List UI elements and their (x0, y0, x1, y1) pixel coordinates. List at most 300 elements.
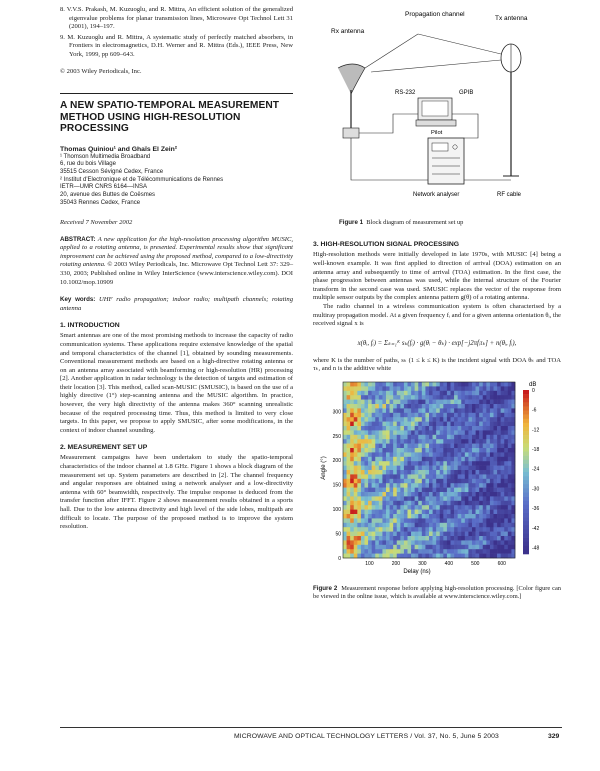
heatmap-cell (486, 457, 490, 462)
heatmap-cell (415, 400, 419, 405)
heatmap-cell (404, 554, 408, 559)
heatmap-cell (418, 457, 422, 462)
heatmap-cell (486, 444, 490, 449)
heatmap-cell (422, 510, 426, 515)
heatmap-cell (382, 488, 386, 493)
page-number: 329 (548, 733, 560, 740)
heatmap-cell (497, 536, 501, 541)
heatmap-cell (504, 540, 508, 545)
heatmap-cell (508, 549, 512, 554)
heatmap-cell (357, 461, 361, 466)
title-rule (60, 93, 293, 94)
heatmap-cell (415, 444, 419, 449)
heatmap-cell (400, 386, 404, 391)
heatmap-cell (365, 532, 369, 537)
heatmap-cell (408, 444, 412, 449)
heatmap-cell (382, 391, 386, 396)
heatmap-cell (400, 404, 404, 409)
heatmap-cell (443, 413, 447, 418)
heatmap-cell (440, 554, 444, 559)
heatmap-cell (490, 488, 494, 493)
heatmap-cell (408, 430, 412, 435)
heatmap-cell (486, 554, 490, 559)
heatmap-cell (490, 532, 494, 537)
heatmap-cell (368, 518, 372, 523)
heatmap-cell (408, 391, 412, 396)
heatmap-cell (483, 439, 487, 444)
heatmap-cell (508, 514, 512, 519)
affiliation-line: 35515 Cesson Sévigné Cedex, France (60, 169, 164, 176)
heatmap-cell (440, 514, 444, 519)
heatmap-cell (468, 461, 472, 466)
heatmap-cell (390, 391, 394, 396)
heatmap-cell (393, 483, 397, 488)
heatmap-cell (458, 457, 462, 462)
heatmap-cell (361, 386, 365, 391)
heatmap-cell (443, 545, 447, 550)
heatmap-cell (476, 501, 480, 506)
heatmap-cell (357, 400, 361, 405)
heatmap-cell (461, 554, 465, 559)
heatmap-cell (418, 386, 422, 391)
heatmap-cell (400, 391, 404, 396)
colorbar-segment (523, 476, 529, 480)
heatmap-cell (368, 452, 372, 457)
heatmap-cell (408, 492, 412, 497)
heatmap-cell (494, 452, 498, 457)
heatmap-cell (465, 400, 469, 405)
heatmap-cell (415, 413, 419, 418)
heatmap-cell (393, 496, 397, 501)
heatmap-cell (504, 457, 508, 462)
heatmap-cell (461, 492, 465, 497)
heatmap-cell (443, 532, 447, 537)
heatmap-cell (483, 395, 487, 400)
heatmap-cell (343, 408, 347, 413)
heatmap-cell (436, 545, 440, 550)
heatmap-cell (454, 518, 458, 523)
heatmap-cell (476, 549, 480, 554)
heatmap-cell (472, 404, 476, 409)
heatmap-cell (504, 400, 508, 405)
heatmap-cell (479, 518, 483, 523)
heatmap-cell (433, 426, 437, 431)
heatmap-cell (429, 540, 433, 545)
heatmap-cell (372, 496, 376, 501)
heatmap-cell (372, 505, 376, 510)
heatmap-cell (433, 461, 437, 466)
heatmap-cell (397, 408, 401, 413)
heatmap-cell (400, 461, 404, 466)
heatmap-cells (343, 382, 515, 558)
heatmap-cell (472, 536, 476, 541)
heatmap-cell (465, 514, 469, 519)
heatmap-cell (418, 404, 422, 409)
heatmap-cell (472, 422, 476, 427)
heatmap-cell (433, 545, 437, 550)
heatmap-cell (354, 496, 358, 501)
heatmap-cell (393, 408, 397, 413)
heatmap-cell (451, 514, 455, 519)
heatmap-cell (490, 514, 494, 519)
heatmap-cell (425, 470, 429, 475)
heatmap-cell (440, 545, 444, 550)
colorbar-tick-label: -12 (532, 427, 540, 434)
colorbar-segment (523, 394, 529, 398)
heatmap-cell (490, 386, 494, 391)
heatmap-cell (397, 501, 401, 506)
heatmap-cell (343, 492, 347, 497)
heatmap-cell (418, 549, 422, 554)
heatmap-cell (479, 444, 483, 449)
heatmap-cell (479, 382, 483, 387)
heatmap-cell (501, 518, 505, 523)
heatmap-cell (451, 426, 455, 431)
heatmap-cell (451, 474, 455, 479)
heatmap-cell (357, 496, 361, 501)
heatmap-cell (379, 483, 383, 488)
heatmap-cell (368, 457, 372, 462)
heatmap-cell (357, 404, 361, 409)
heatmap-cell (343, 518, 347, 523)
heatmap-cell (375, 466, 379, 471)
heatmap-cell (354, 422, 358, 427)
heatmap-cell (425, 496, 429, 501)
heatmap-cell (404, 461, 408, 466)
heatmap-cell (408, 554, 412, 559)
heatmap-cell (497, 382, 501, 387)
heatmap-cell (472, 382, 476, 387)
heatmap-cell (347, 532, 351, 537)
heatmap-cell (508, 479, 512, 484)
heatmap-cell (497, 400, 501, 405)
heatmap-cell (468, 549, 472, 554)
heatmap-cell (347, 501, 351, 506)
heatmap-cell (372, 523, 376, 528)
heatmap-cell (404, 466, 408, 471)
heatmap-cell (382, 479, 386, 484)
heatmap-cell (379, 545, 383, 550)
heatmap-cell (354, 510, 358, 515)
heatmap-cell (418, 448, 422, 453)
heatmap-cell (404, 400, 408, 405)
heatmap-cell (408, 400, 412, 405)
heatmap-cell (372, 510, 376, 515)
heatmap-cell (468, 466, 472, 471)
heatmap-cell (393, 474, 397, 479)
heatmap-cell (350, 426, 354, 431)
heatmap-cell (465, 470, 469, 475)
heatmap-cell (472, 549, 476, 554)
heatmap-cell (382, 470, 386, 475)
figure-2-label: Figure 2 (313, 584, 338, 592)
heatmap-cell (490, 483, 494, 488)
affiliation-line: ² Institut d'Electronique et de Télécommunications de Rennes (60, 176, 224, 183)
heatmap-cell (368, 448, 372, 453)
colorbar-segment (523, 460, 529, 464)
heatmap-cell (354, 413, 358, 418)
heatmap-cell (390, 395, 394, 400)
heatmap-cell (454, 395, 458, 400)
x-tick-label: 200 (391, 560, 401, 567)
heatmap-cell (468, 483, 472, 488)
heatmap-cell (418, 545, 422, 550)
heatmap-cell (494, 461, 498, 466)
heatmap-cell (454, 439, 458, 444)
heatmap-cell (436, 417, 440, 422)
heatmap-cell (429, 404, 433, 409)
heatmap-cell (379, 532, 383, 537)
heatmap-cell (408, 422, 412, 427)
heatmap-cell (365, 466, 369, 471)
heatmap-cell (375, 474, 379, 479)
heatmap-cell (354, 545, 358, 550)
heatmap-cell (425, 404, 429, 409)
heatmap-cell (490, 395, 494, 400)
heatmap-cell (483, 444, 487, 449)
heatmap-cell (479, 430, 483, 435)
heatmap-cell (483, 514, 487, 519)
heatmap-cell (418, 466, 422, 471)
heatmap-cell (472, 452, 476, 457)
heatmap-cell (400, 382, 404, 387)
heatmap-cell (418, 523, 422, 528)
heatmap-cell (397, 483, 401, 488)
heatmap-cell (433, 483, 437, 488)
heatmap-cell (382, 404, 386, 409)
heatmap-cell (379, 505, 383, 510)
heatmap-cell (429, 470, 433, 475)
heatmap-cell (451, 400, 455, 405)
colorbar-segment (523, 464, 529, 468)
heatmap-cell (461, 501, 465, 506)
colorbar-segment (523, 533, 529, 537)
heatmap-cell (379, 457, 383, 462)
heatmap-cell (415, 408, 419, 413)
heatmap-cell (343, 510, 347, 515)
heatmap-cell (404, 430, 408, 435)
heatmap-cell (354, 391, 358, 396)
heatmap-cell (382, 483, 386, 488)
colorbar-segment (523, 542, 529, 546)
heatmap-cell (368, 422, 372, 427)
heatmap-cell (490, 518, 494, 523)
heatmap-cell (468, 413, 472, 418)
heatmap-cell (454, 505, 458, 510)
heatmap-cell (375, 554, 379, 559)
heatmap-cell (436, 444, 440, 449)
heatmap-cell (404, 505, 408, 510)
heatmap-cell (436, 488, 440, 493)
heatmap-cell (408, 549, 412, 554)
heatmap-cell (390, 400, 394, 405)
heatmap-cell (354, 448, 358, 453)
heatmap-cell (479, 488, 483, 493)
heatmap-cell (501, 545, 505, 550)
heatmap-cell (508, 448, 512, 453)
heatmap-cell (436, 554, 440, 559)
heatmap-cell (382, 408, 386, 413)
heatmap-cell (425, 400, 429, 405)
heatmap-cell (476, 448, 480, 453)
heatmap-cell (436, 501, 440, 506)
heatmap-cell (472, 479, 476, 484)
article-title: A NEW SPATIO-TEMPORAL MEASUREMENT METHOD USING HIGH-RESOLUTION PROCESSING (60, 100, 280, 135)
heatmap-cell (494, 430, 498, 435)
heatmap-cell (354, 461, 358, 466)
heatmap-cell (422, 408, 426, 413)
heatmap-cell (415, 540, 419, 545)
heatmap-cell (476, 492, 480, 497)
heatmap-cell (440, 549, 444, 554)
heatmap-cell (408, 483, 412, 488)
heatmap-cell (400, 554, 404, 559)
heatmap-cell (393, 523, 397, 528)
heatmap-cell (411, 439, 415, 444)
heatmap-cell (350, 536, 354, 541)
heatmap-cell (433, 382, 437, 387)
heatmap-cell (390, 382, 394, 387)
heatmap-cell (408, 452, 412, 457)
heatmap-cell (483, 422, 487, 427)
heatmap-cell (501, 470, 505, 475)
heatmap-cell (361, 523, 365, 528)
heatmap-cell (436, 461, 440, 466)
heatmap-cell (440, 404, 444, 409)
heatmap-cell (354, 444, 358, 449)
heatmap-cell (404, 470, 408, 475)
heatmap-cell (404, 518, 408, 523)
heatmap-cell (375, 479, 379, 484)
heatmap-cell (436, 492, 440, 497)
heatmap-cell (476, 404, 480, 409)
heatmap-cell (451, 413, 455, 418)
heatmap-cell (418, 510, 422, 515)
heatmap-cell (365, 554, 369, 559)
heatmap-cell (404, 439, 408, 444)
heatmap-cell (368, 426, 372, 431)
heatmap-cell (479, 540, 483, 545)
heatmap-cell (418, 452, 422, 457)
keywords-text: UHF radio propagation; indoor radio; multipath channels; rotating antenna (60, 296, 293, 312)
heatmap-cell (504, 408, 508, 413)
heatmap-cell (451, 417, 455, 422)
colorbar-segment (523, 472, 529, 476)
heatmap-cell (397, 404, 401, 409)
heatmap-cell (386, 386, 390, 391)
heatmap-cell (368, 523, 372, 528)
colorbar-tick-label: -48 (532, 545, 540, 552)
affiliation-line: 6, rue du bois Village (60, 161, 116, 168)
heatmap-cell (447, 395, 451, 400)
heatmap-cell (472, 439, 476, 444)
heatmap-cell (347, 540, 351, 545)
heatmap-cell (408, 496, 412, 501)
heatmap-cell (494, 439, 498, 444)
heatmap-cell (451, 461, 455, 466)
colorbar-tick-label: -42 (532, 525, 540, 532)
heatmap-cell (400, 408, 404, 413)
heatmap-cell (379, 400, 383, 405)
heatmap-cell (451, 404, 455, 409)
heatmap-cell (494, 426, 498, 431)
heatmap-cell (461, 448, 465, 453)
colorbar-segment (523, 423, 529, 427)
heatmap-cell (461, 452, 465, 457)
heatmap-cell (372, 527, 376, 532)
heatmap-cell (357, 536, 361, 541)
heatmap-cell (465, 448, 469, 453)
heatmap-cell (440, 527, 444, 532)
heatmap-cell (486, 466, 490, 471)
heatmap-cell (361, 404, 365, 409)
heatmap-cell (400, 417, 404, 422)
heatmap-cell (415, 452, 419, 457)
heatmap-cell (372, 549, 376, 554)
heatmap-cell (465, 457, 469, 462)
heatmap-cell (379, 444, 383, 449)
heatmap-cell (372, 448, 376, 453)
heatmap-cell (386, 488, 390, 493)
heatmap-cell (465, 527, 469, 532)
heatmap-cell (454, 470, 458, 475)
heatmap-cell (400, 488, 404, 493)
colorbar-segment (523, 546, 529, 550)
heatmap-cell (372, 426, 376, 431)
heatmap-cell (443, 549, 447, 554)
heatmap-cell (451, 501, 455, 506)
heatmap-cell (501, 417, 505, 422)
heatmap-cell (357, 395, 361, 400)
heatmap-cell (379, 510, 383, 515)
heatmap-cell (497, 461, 501, 466)
heatmap-cell (368, 413, 372, 418)
heatmap-cell (451, 527, 455, 532)
heatmap-cell (494, 435, 498, 440)
heatmap-cell (354, 483, 358, 488)
heatmap-cell (490, 554, 494, 559)
heatmap-cell (386, 395, 390, 400)
heatmap-cell (415, 470, 419, 475)
heatmap-cell (454, 457, 458, 462)
heatmap-cell (368, 400, 372, 405)
heatmap-cell (397, 474, 401, 479)
heatmap-cell (486, 518, 490, 523)
heatmap-cell (404, 483, 408, 488)
heatmap-cell (508, 470, 512, 475)
heatmap-cell (343, 457, 347, 462)
heatmap-cell (429, 488, 433, 493)
heatmap-cell (422, 505, 426, 510)
heatmap-cell (497, 496, 501, 501)
heatmap-cell (375, 430, 379, 435)
heatmap-cell (350, 474, 354, 479)
heatmap-cell (443, 540, 447, 545)
heatmap-cell (361, 470, 365, 475)
heatmap-cell (490, 461, 494, 466)
heatmap-cell (497, 408, 501, 413)
heatmap-cell (350, 518, 354, 523)
heatmap-cell (425, 523, 429, 528)
heatmap-cell (429, 466, 433, 471)
heatmap-cell (354, 466, 358, 471)
heatmap-cell (476, 417, 480, 422)
heatmap-cell (397, 439, 401, 444)
heatmap-cell (415, 492, 419, 497)
heatmap-cell (490, 457, 494, 462)
heatmap-cell (372, 518, 376, 523)
colorbar-segment (523, 517, 529, 521)
